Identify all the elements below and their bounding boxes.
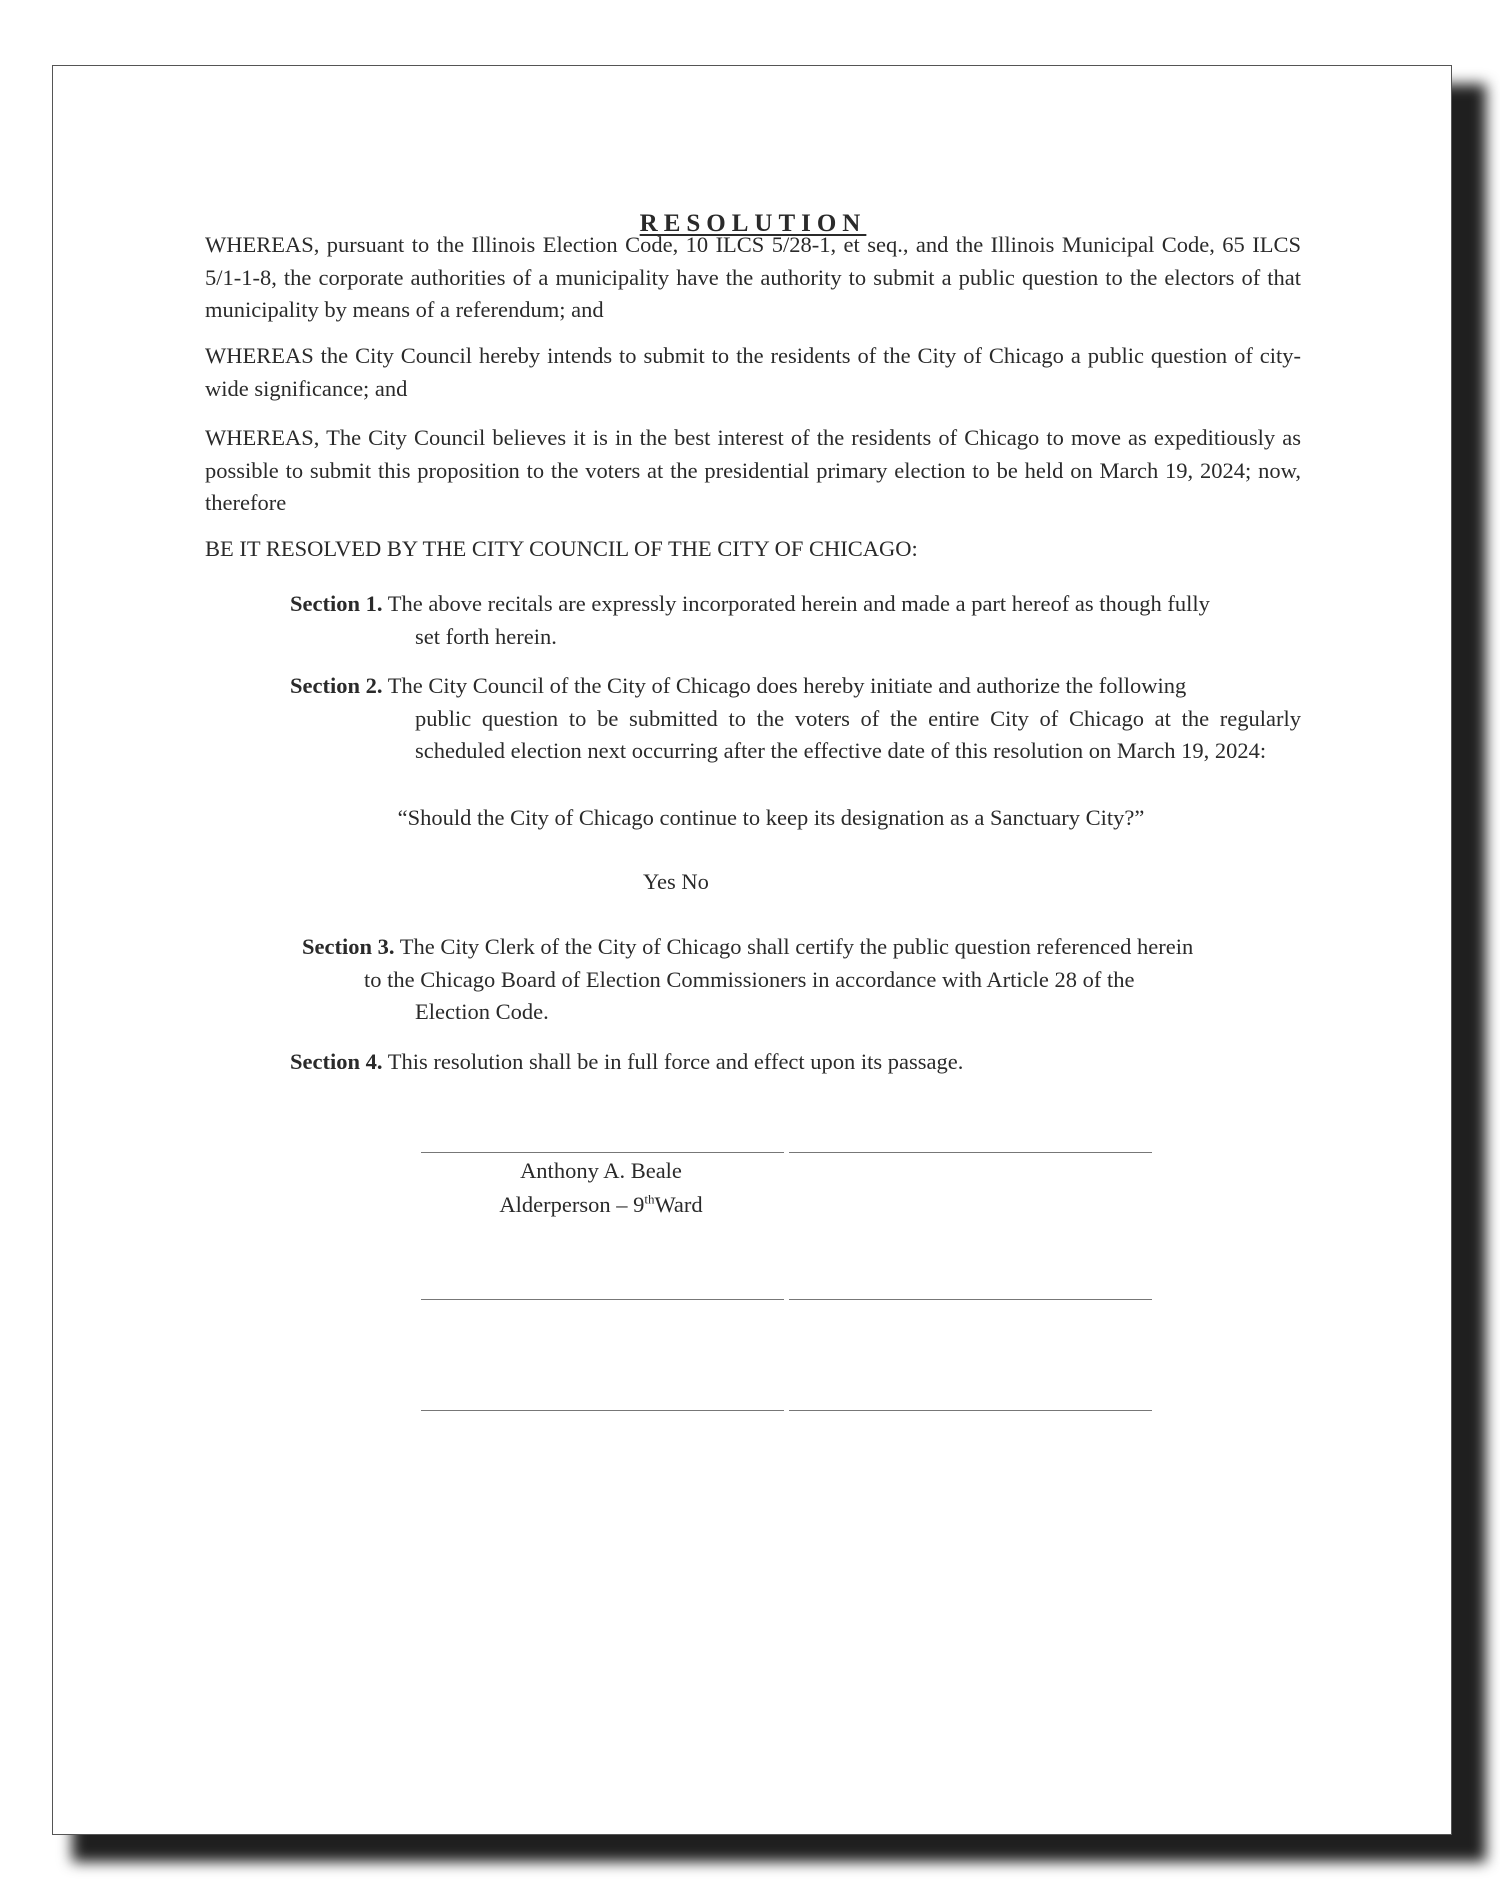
whereas-paragraph-2: WHEREAS the City Council hereby intends to submit to the residents of the City of Chicago a public question of city-wide significance; and	[205, 343, 1301, 401]
section-3	[302, 931, 1292, 1029]
whereas-paragraph-3: WHEREAS, The City Council believes it is in the best interest of the residents of Chicago to move as expeditiously as possible to submit this proposition to the voters at the presidential primary election to be held on March 19, 2024; now, therefore	[205, 425, 1301, 515]
section-2-label: Section 2.	[290, 673, 383, 698]
section-1	[290, 588, 1301, 653]
signer-name: Anthony A. Beale	[520, 1158, 682, 1183]
answer-options: Yes No	[643, 869, 709, 894]
signature-line	[421, 1410, 784, 1411]
signer-title-sup: th	[644, 1191, 655, 1207]
section-2-continuation: public question to be submitted to the voters of the entire City of Chicago at the regularly scheduled election next occurring after the effective date of this resolution on March 19, 2024:	[415, 705, 1301, 763]
section-3-line-3: Election Code.	[415, 999, 549, 1024]
section-1-continuation: set forth herein.	[415, 623, 557, 649]
section-3-first-line: The City Clerk of the City of Chicago shall certify the public question referenced herein	[399, 934, 1194, 959]
section-2-first-line: The City Council of the City of Chicago does hereby initiate and authorize the following	[387, 673, 1187, 698]
signature-line	[789, 1299, 1152, 1300]
section-4-label: Section 4.	[290, 1049, 383, 1074]
signature-line	[421, 1299, 784, 1300]
signer-title-suffix: Ward	[654, 1192, 703, 1217]
public-question: “Should the City of Chicago continue to keep its designation as a Sanctuary City?”	[397, 805, 1145, 830]
document-title: RESOLUTION	[639, 210, 867, 237]
section-3-label: Section 3.	[302, 934, 395, 959]
signature-line	[789, 1410, 1152, 1411]
section-3-line-2: to the Chicago Board of Election Commissioners in accordance with Article 28 of the	[364, 966, 1135, 992]
section-4-text: This resolution shall be in full force and effect upon its passage.	[387, 1049, 964, 1074]
section-4	[290, 1046, 1301, 1079]
signature-line	[421, 1152, 784, 1153]
section-1-first-line: The above recitals are expressly incorporated herein and made a part hereof as though fully	[387, 591, 1210, 616]
signer-title-prefix: Alderperson – 9	[499, 1192, 645, 1217]
section-2	[290, 670, 1301, 768]
document-page	[52, 65, 1452, 1835]
section-1-label: Section 1.	[290, 591, 383, 616]
signer-title	[421, 1189, 781, 1222]
whereas-paragraph-1: WHEREAS, pursuant to the Illinois Election Code, 10 ILCS 5/28-1, et seq., and the Illinois Municipal Code, 65 ILCS 5/1-1-8, the corporate authorities of a municipality have the authority to submit a public question to the electors of that municipality by means of a referendum; and	[205, 232, 1301, 322]
signature-line	[789, 1152, 1152, 1153]
resolved-clause: BE IT RESOLVED BY THE CITY COUNCIL OF THE CITY OF CHICAGO:	[205, 536, 918, 561]
